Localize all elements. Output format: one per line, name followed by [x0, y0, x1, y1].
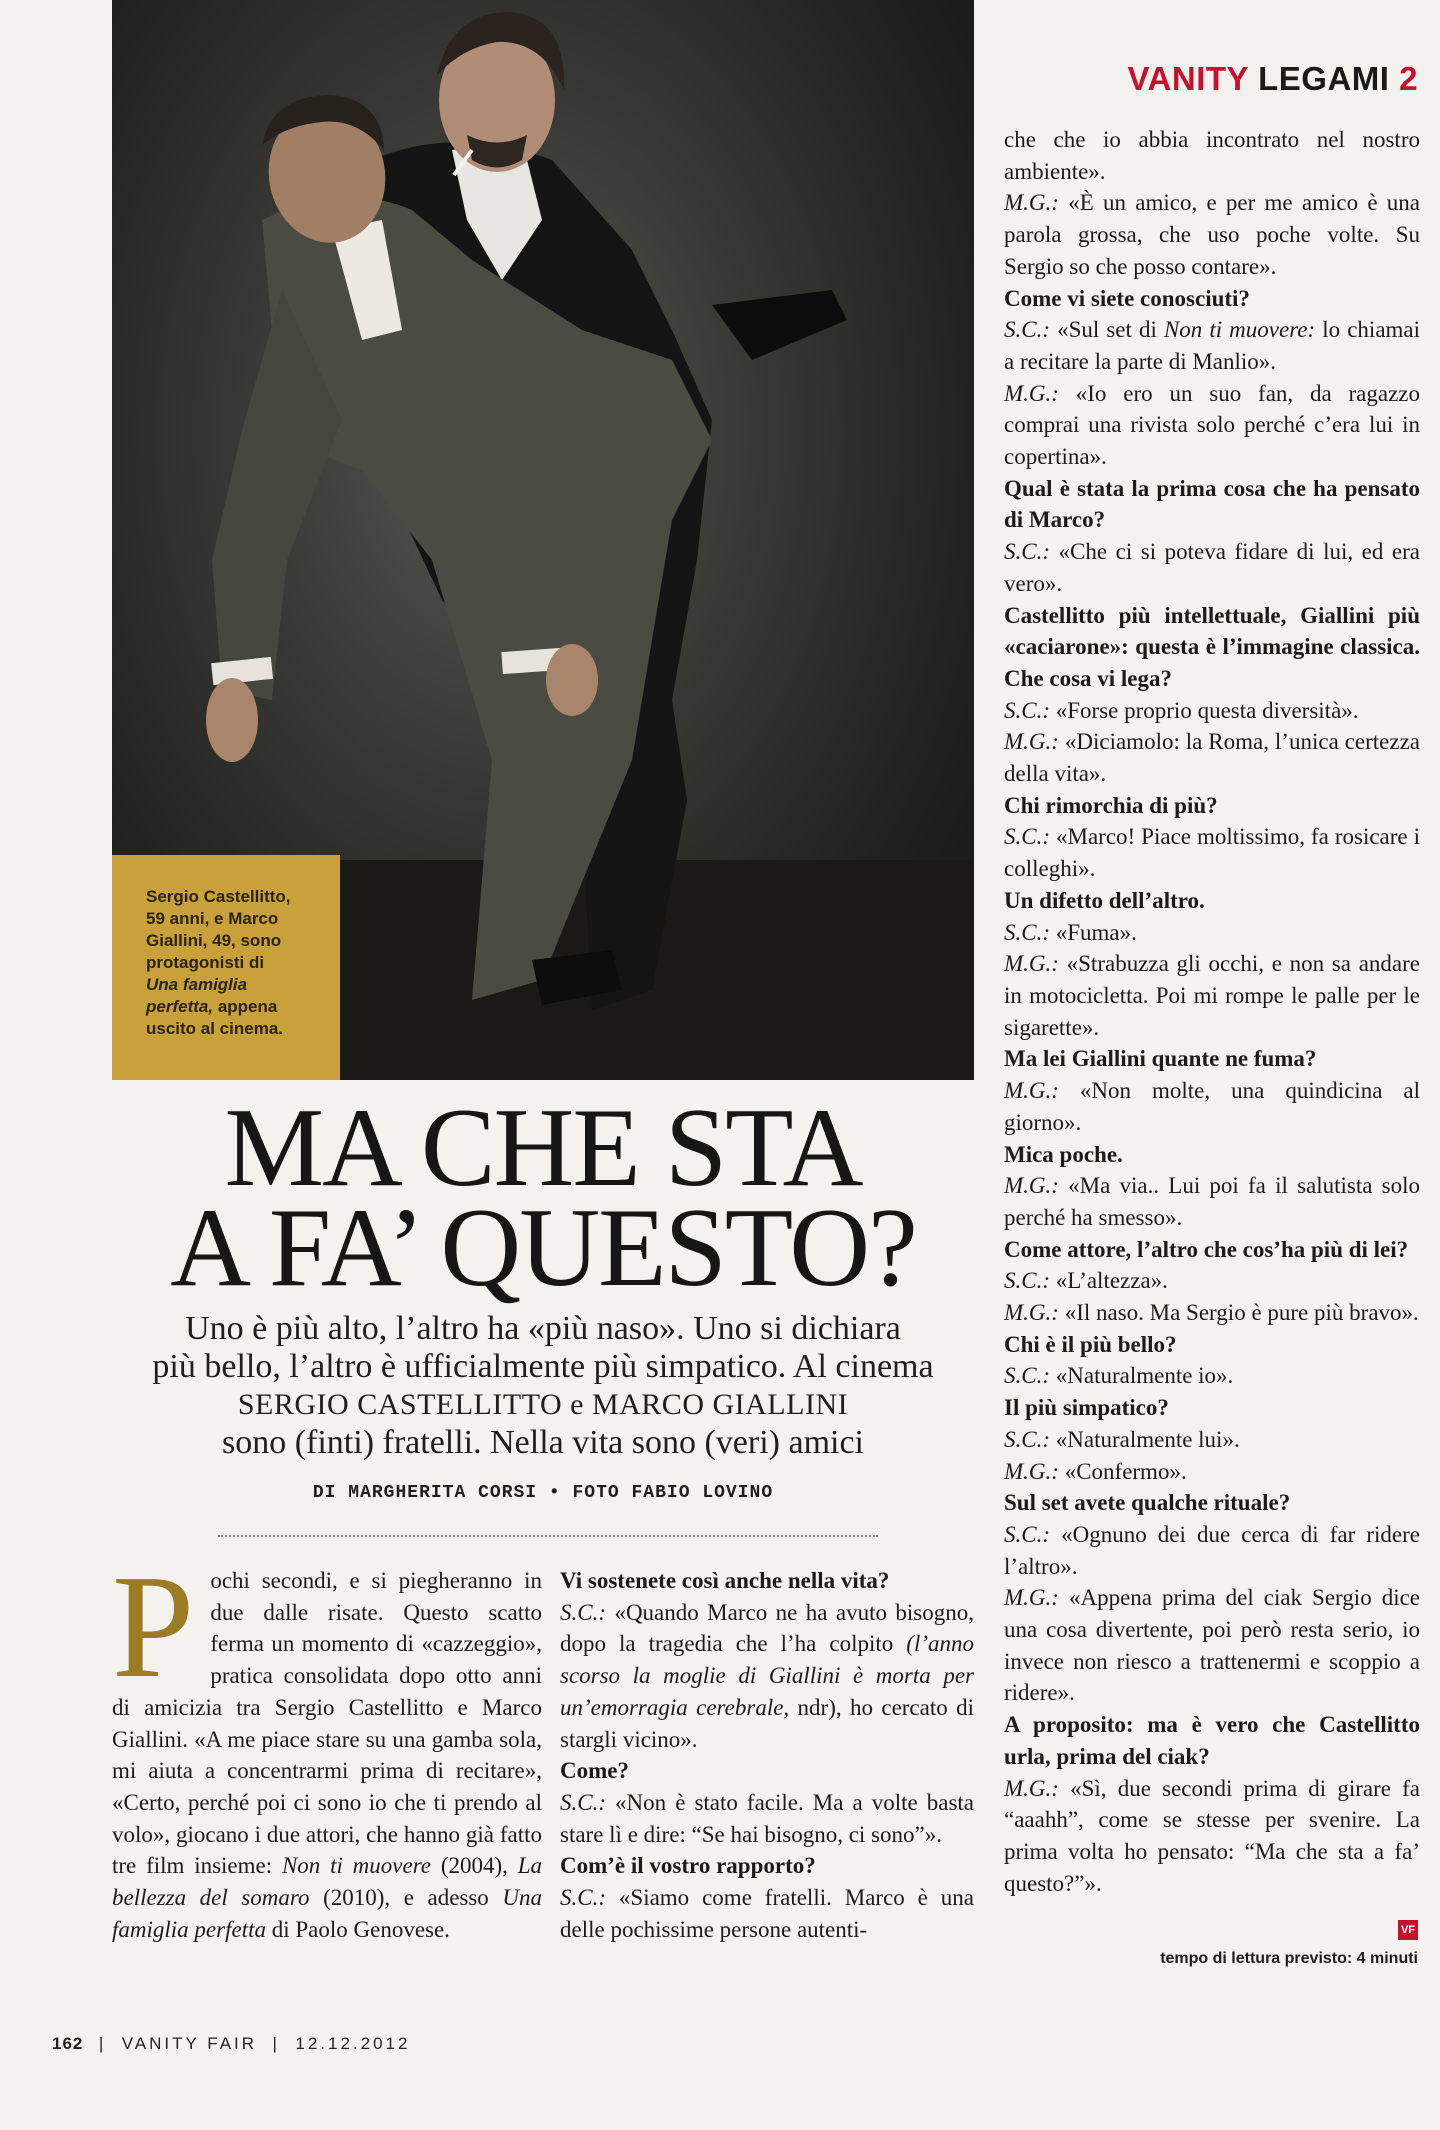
answer: S.C.: «L’altezza». — [1004, 1268, 1168, 1294]
continued-text: che che io abbia incontrato nel nostro ambiente». — [1004, 127, 1420, 184]
question: Com’è il vostro rapporto? — [560, 1853, 816, 1879]
answer: M.G.: «Io ero un suo fan, da ragazzo comprai una rivista solo perché c’era lui in copertina». — [1004, 380, 1421, 470]
question: Vi sostenete così anche nella vita? — [560, 1568, 890, 1593]
photo-caption: Sergio Castellitto, 59 anni, e Marco Giallini, 49, sono protagonisti di Una famiglia perfetta, appena uscito al cinema. — [146, 887, 291, 1038]
magazine-name: VANITY FAIR — [121, 2034, 258, 2053]
answer: M.G.: «Strabuzza gli occhi, e non sa andare in motocicletta. Poi mi rompe le palle per le sigarette». — [1004, 951, 1420, 1040]
question: Sul set avete qualche rituale? — [1004, 1490, 1291, 1516]
question: Chi è il più bello? — [1004, 1331, 1177, 1357]
answer: S.C.: «Naturalmente io». — [1004, 1363, 1234, 1389]
answer: M.G.: «Non molte, una quindicina al giorno». — [1004, 1078, 1420, 1135]
question: Il più simpatico? — [1004, 1395, 1169, 1421]
answer: S.C.: «Non è stato facile. Ma a volte basta stare lì e dire: “Se hai bisogno, ci sono”». — [560, 1789, 975, 1847]
question: Chi rimorchia di più? — [1004, 792, 1218, 818]
section-header: VANITY LEGAMI 2 — [1127, 60, 1418, 97]
answer: M.G.: «Appena prima del ciak Sergio dice una cosa divertente, poi però resta serio, io invece non riesco a trattenermi e scoppio a ridere». — [1004, 1585, 1421, 1706]
question: Come? — [560, 1758, 629, 1784]
question: Come attore, l’altro che cos’ha più di lei? — [1004, 1236, 1409, 1262]
body-column-2 — [560, 1565, 974, 1945]
issue-date: 12.12.2012 — [295, 2034, 411, 2053]
question: Mica poche. — [1004, 1141, 1123, 1167]
question: Ma lei Giallini quante ne fuma? — [1004, 1046, 1317, 1072]
answer: M.G.: «Sì, due secondi prima di girare fa “aaahh”, come se stesse per svenire. La prima volta ho pensato: “Ma che sta a fa’ questo?”». — [1004, 1775, 1421, 1896]
answer: S.C.: «Quando Marco ne ha avuto bisogno, dopo la tragedia che l’ha colpito (l’anno scorso la moglie di Giallini è morta per un’emorragia cerebrale, ndr), ho cercato di stargli vicino». — [560, 1599, 975, 1752]
page-footer: 162 | VANITY FAIR | 12.12.2012 — [52, 2034, 411, 2053]
answer: S.C.: «Ognuno dei due cerca di far ridere l’altro». — [1004, 1521, 1420, 1579]
answer: S.C.: «Fuma». — [1004, 919, 1137, 945]
answer: S.C.: «Forse proprio questa diversità». — [1004, 697, 1359, 723]
answer: M.G.: «Diciamolo: la Roma, l’unica certezza della vita». — [1004, 729, 1420, 787]
answer: S.C.: «Marco! Piace moltissimo, fa rosicare i colleghi». — [1004, 824, 1421, 882]
question: A proposito: ma è vero che Castellitto urla, prima del ciak? — [1004, 1712, 1420, 1769]
answer: S.C.: «Che ci si poteva fidare di lui, ed era vero». — [1004, 539, 1420, 596]
answer: S.C.: «Sul set di Non ti muovere: lo chiamai a recitare la parte di Manlio». — [1004, 317, 1421, 374]
answer: M.G.: «È un amico, e per me amico è una parola grossa, che uso poche volte. Su Sergio so che posso contare». — [1004, 190, 1421, 279]
vf-end-mark: VF — [1398, 1920, 1418, 1940]
body-column-1: P ochi secondi, e si piegheranno in due dalle risate. Questo scatto ferma un momento di «cazzeggio», pratica consolidata dopo otto anni di amicizia tra Sergio Castellitto e Marco Giallini. «A me piace stare su una gamba sola, mi aiuta a concentrarmi prima di recitare», «Certo, perché poi ci sono io che ti prendo al volo», giocano i due attori, che hanno già fatto tre film insieme: Non ti muovere (2004), La bellezza del somaro (2010), e adesso Una famiglia perfetta di Paolo Genovese. — [112, 1545, 543, 1942]
question: Castellitto più intellettuale, Giallini più «caciarone»: questa è l’immagine classica. Che cosa vi lega? — [1004, 602, 1420, 691]
answer: S.C.: «Naturalmente lui». — [1004, 1426, 1240, 1452]
question: Come vi siete conosciuti? — [1004, 285, 1250, 311]
answer: M.G.: «Il naso. Ma Sergio è pure più bravo». — [1004, 1300, 1419, 1326]
article-subtitle: Uno è più alto, l’altro ha «più naso». Uno si dichiara più bello, l’altro è ufficialmente più simpatico. Al cinema SERGIO CASTELLITTO e MARCO GIALLINI sono (finti) fratelli. Nella vita sono (veri) amici — [152, 1310, 934, 1461]
reading-time: tempo di lettura previsto: 4 minuti — [1160, 1950, 1418, 1967]
answer: M.G.: «Confermo». — [1004, 1458, 1187, 1484]
body-column-3 — [1004, 124, 1420, 1899]
answer: S.C.: «Siamo come fratelli. Marco è una delle pochissime persone autenti- — [560, 1885, 975, 1942]
byline: DI MARGHERITA CORSI • FOTO FABIO LOVINO — [312, 1483, 774, 1503]
question: Un difetto dell’altro. — [1004, 887, 1205, 913]
question: Qual è stata la prima cosa che ha pensato di Marco? — [1004, 475, 1420, 533]
drop-cap: P — [112, 1545, 195, 1709]
page-number: 162 — [52, 2034, 84, 2053]
article-title: MA CHE STA A FA’ QUESTO? — [170, 1086, 916, 1310]
answer: M.G.: «Ma via.. Lui poi fa il salutista solo perché ha smesso». — [1004, 1173, 1420, 1230]
dotted-divider — [218, 1535, 878, 1537]
